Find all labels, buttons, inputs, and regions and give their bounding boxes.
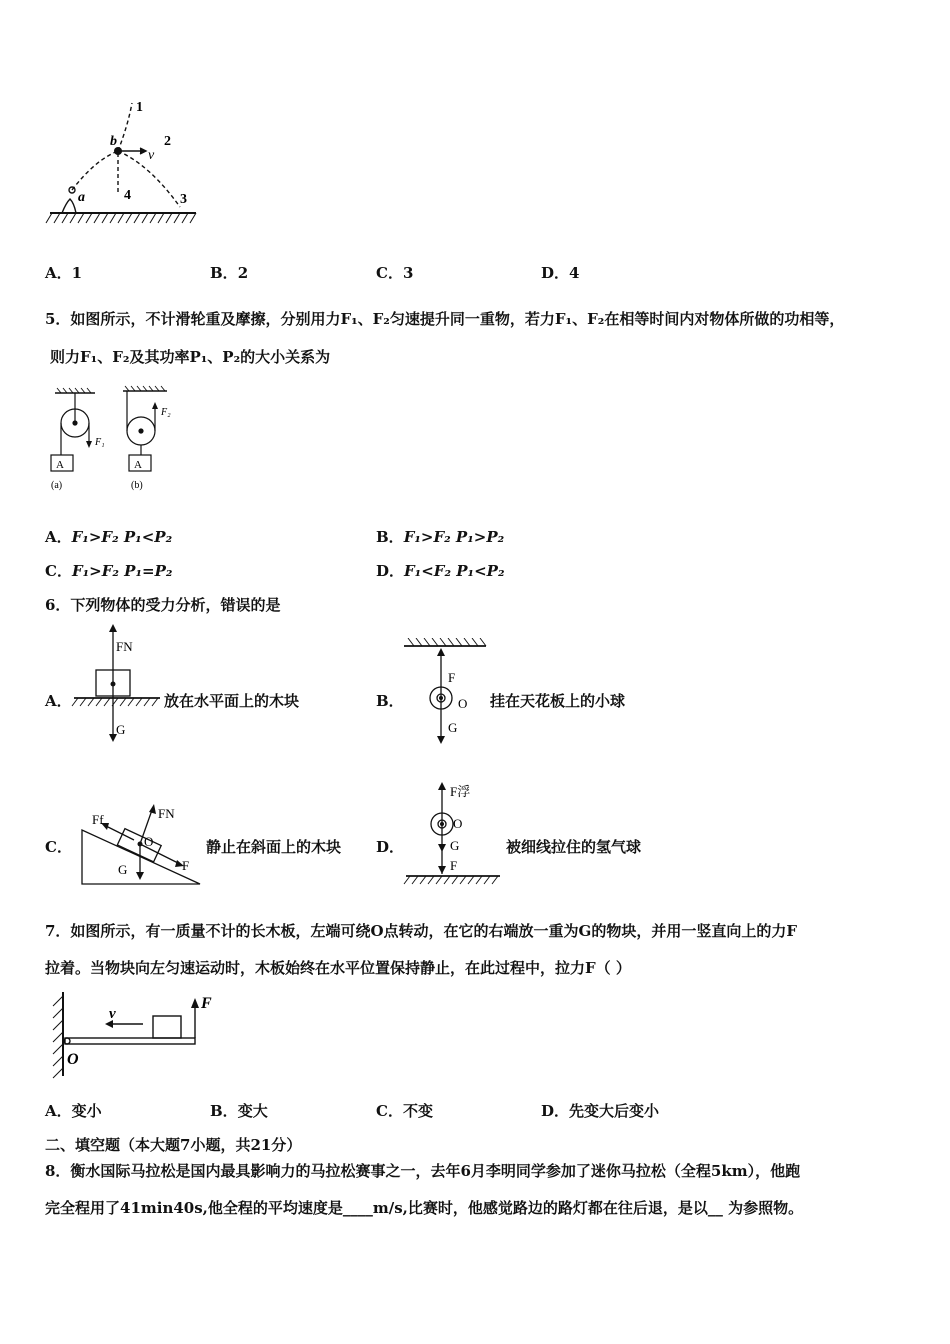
- q6-option-b-key: B．: [376, 692, 404, 710]
- q5-block-a-label: A: [56, 459, 64, 471]
- q6-option-d-desc: 被细线拉住的氢气球: [506, 838, 642, 856]
- q8-stem-line2: 完全程用了41min40s,他全程的平均速度是____m/s,比赛时，他感觉路边的路灯都在往后退，是以__ 为参照物。: [45, 1199, 804, 1217]
- q6-option-c-figure: [76, 796, 206, 890]
- q6-c-label-o: O: [144, 834, 154, 849]
- section-fill-blank-title: 二、填空题（本大题7小题，共21分）: [45, 1136, 302, 1154]
- q5-option-c: C．F₁>F₂ P₁=P₂: [45, 562, 173, 580]
- q6-option-c-key: C．: [45, 838, 72, 856]
- q4-label-b: b: [110, 134, 117, 149]
- q6-c-label-fn: FN: [158, 806, 175, 821]
- q8-stem-line1: 8．衡水国际马拉松是国内最具影响力的马拉松赛事之一，去年6月李明同学参加了迷你马拉松（全程5km），他跑: [45, 1162, 801, 1180]
- q7-label-f: F: [201, 995, 212, 1012]
- q6-b-label-g: G: [448, 720, 458, 735]
- q5-stem-line2: 则力F₁、F₂及其功率P₁、P₂的大小关系为: [50, 348, 331, 366]
- q5-force-f2: F₂: [161, 407, 171, 418]
- q5-option-a: A．F₁>F₂ P₁<P₂: [45, 528, 173, 546]
- q7-stem-line2: 拉着。当物块向左匀速运动时，木板始终在水平位置保持静止，在此过程中，拉力F（ ）: [45, 959, 631, 977]
- q6-option-a-key: A．: [45, 692, 72, 710]
- q6-b-label-o: O: [458, 696, 468, 711]
- q6-a-label-fn: FN: [116, 639, 133, 654]
- q5-option-d: D．F₁<F₂ P₁<P₂: [376, 562, 505, 580]
- q6-c-label-f: F: [182, 858, 190, 873]
- q6-option-b-desc: 挂在天花板上的小球: [490, 692, 626, 710]
- q6-title: 6．下列物体的受力分析，错误的是: [45, 596, 281, 614]
- q7-option-d: D．先变大后变小: [541, 1102, 660, 1120]
- q6-d-label-ffu: F浮: [450, 784, 471, 799]
- q4-label-a: a: [78, 190, 85, 205]
- q5-force-f1: F₁: [95, 437, 105, 448]
- q7-stem-line1: 7．如图所示，有一质量不计的长木板，左端可绕O点转动，在它的右端放一重为G的物块，并用一竖直向上的力F: [45, 922, 797, 940]
- q6-a-label-g: G: [116, 722, 126, 737]
- q4-option-a: A．1: [45, 264, 83, 282]
- q6-option-b-figure: [400, 638, 492, 746]
- q4-option-c: C．3: [376, 264, 414, 282]
- q7-option-b: B．变大: [210, 1102, 268, 1120]
- q7-label-v: v: [109, 1006, 116, 1022]
- q7-option-c: C．不变: [376, 1102, 433, 1120]
- q5-pulley-figure: [45, 385, 185, 493]
- q7-lever-figure: [45, 988, 225, 1080]
- q4-label-4: 4: [124, 188, 131, 203]
- q5-caption-b: (b): [131, 480, 143, 491]
- q7-label-o: O: [67, 1051, 79, 1068]
- q6-option-a-figure: [68, 622, 164, 744]
- q4-figure: [40, 95, 210, 235]
- q5-caption-a: (a): [51, 480, 63, 491]
- q6-option-d-figure: [402, 780, 506, 886]
- q5-block-b-label: A: [134, 459, 142, 471]
- q4-label-3: 3: [180, 192, 187, 207]
- q6-option-d-key: D．: [376, 838, 405, 856]
- q4-label-2: 2: [164, 134, 171, 149]
- q4-option-d: D．4: [541, 264, 580, 282]
- q6-d-label-f: F: [450, 858, 458, 873]
- q6-c-label-g: G: [118, 862, 128, 877]
- q6-d-label-o: O: [453, 816, 463, 831]
- q5-stem-line1: 5．如图所示，不计滑轮重及摩擦，分别用力F₁、F₂匀速提升同一重物，若力F₁、F₂在相等时间内对物体所做的功相等，: [45, 310, 845, 328]
- q4-label-1: 1: [136, 100, 143, 115]
- q6-b-label-f: F: [448, 670, 456, 685]
- q4-label-v: v: [148, 148, 155, 163]
- q6-c-label-ff: Ff: [92, 812, 104, 827]
- q6-option-a-desc: 放在水平面上的木块: [164, 692, 300, 710]
- q6-option-c-desc: 静止在斜面上的木块: [206, 838, 342, 856]
- q4-option-b: B．2: [210, 264, 249, 282]
- q6-d-label-g: G: [450, 838, 460, 853]
- q5-option-b: B．F₁>F₂ P₁>P₂: [376, 528, 505, 546]
- q7-option-a: A．变小: [45, 1102, 102, 1120]
